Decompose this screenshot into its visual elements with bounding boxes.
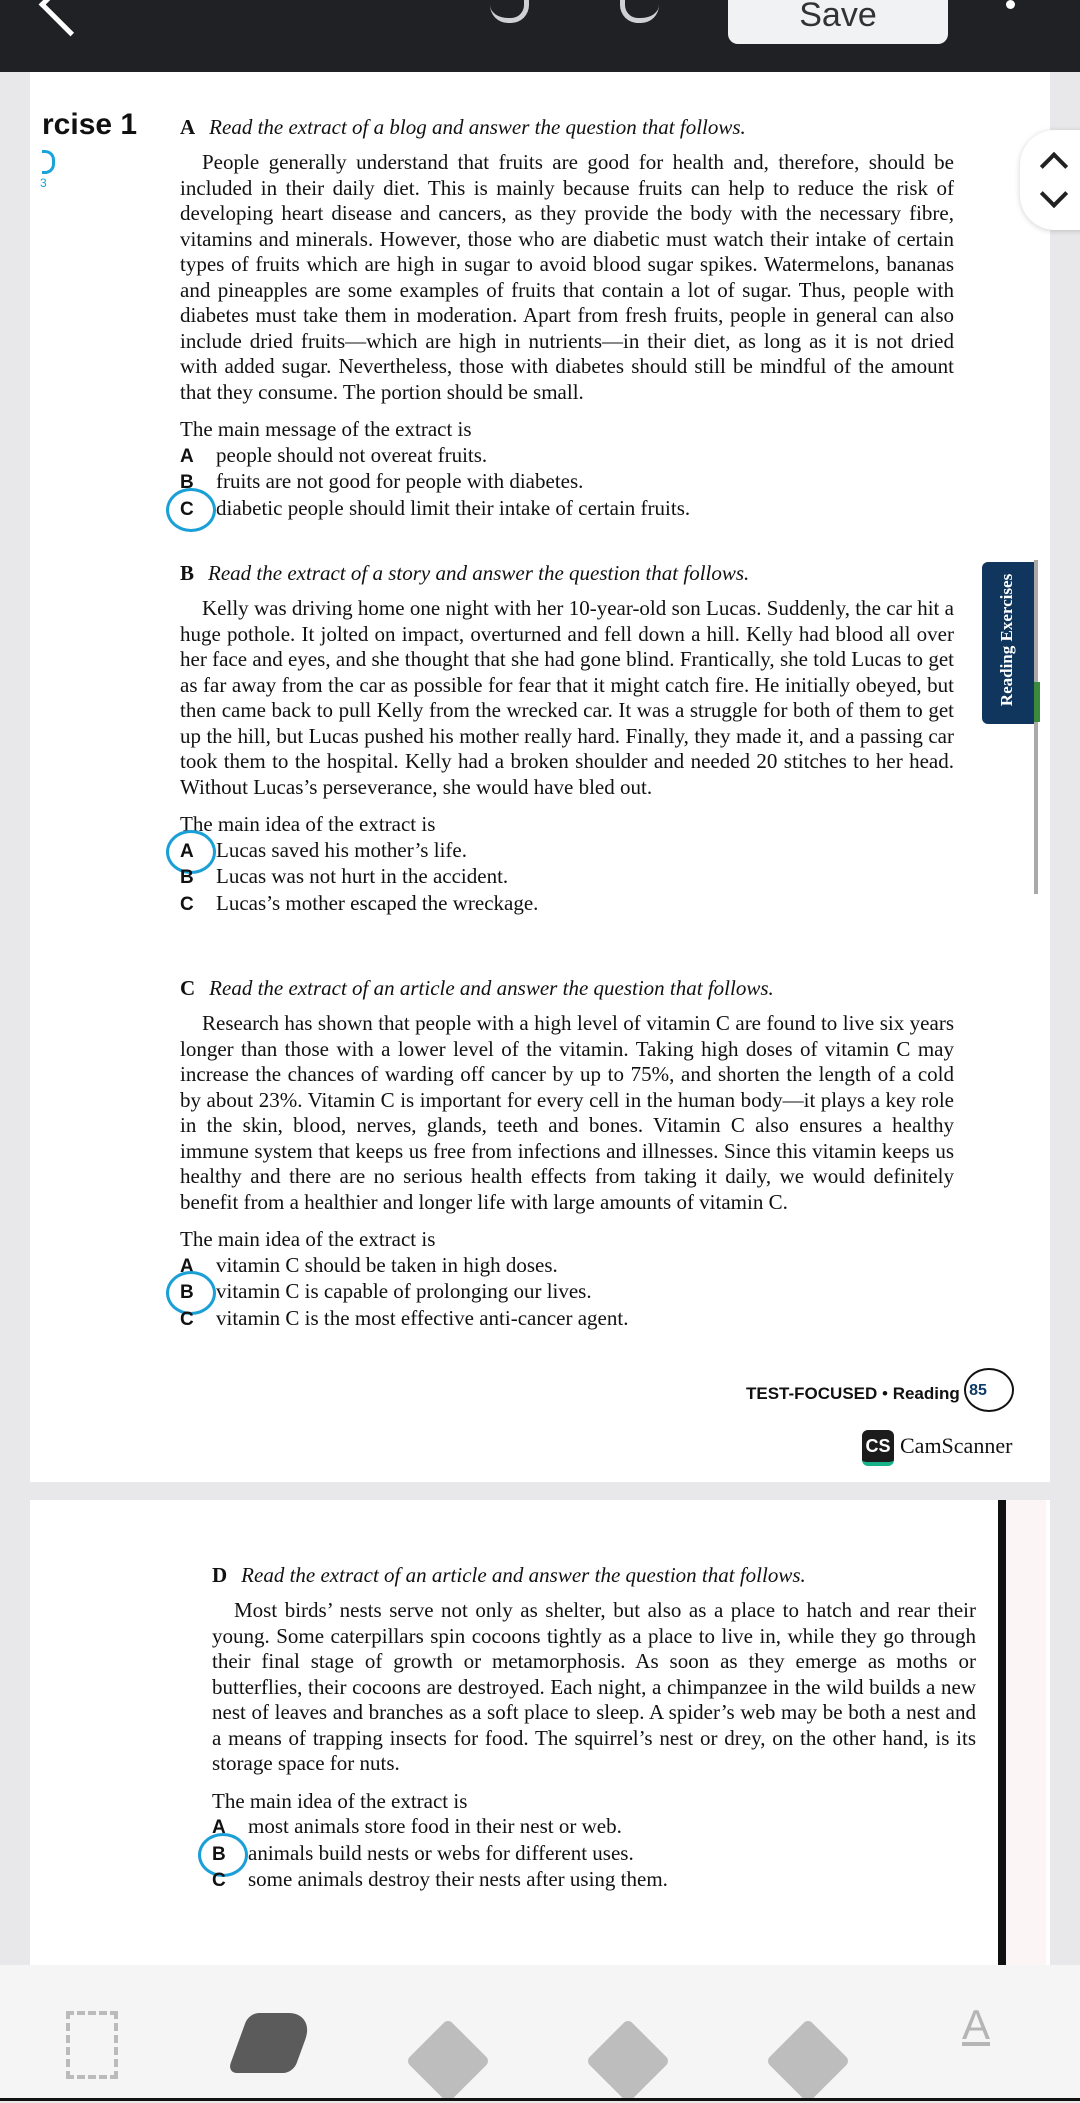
answer-circle-annotation: [166, 488, 216, 532]
extract-paragraph: Most birds’ nests serve not only as shelter, but also as a place to hatch and rear their young. Some caterpillars spin cocoons tightly as a place to live in, while they go through their final stage of growth or metamorphosis. As soon as they emerge as moths or butterflies, their cocoons are destroyed. Each night, a chimpanzee in the wild builds a new nest of leaves and branches as a soft place to sleep. A spider’s web may be both a nest and a means of trapping insects for food. The squirrel’s nest or drey, on the other hand, is its storage space for nuts.: [212, 1598, 976, 1775]
reading-exercises-label: Reading Exercises: [997, 573, 1016, 707]
exercise-title-fragment: rcise 1: [42, 108, 138, 141]
question-stem: The main idea of the extract is: [212, 1788, 468, 1813]
section-heading: D Read the extract of an article and answer the question that follows.: [212, 1563, 806, 1587]
extract-paragraph: Research has shown that people with a high level of vitamin C are found to live six years longer than those with a lower level of the vitamin. Taking high doses of vitamin C may increase the chances of warding off cancer by up to 75%, and shorten the length of a cold by about 23%. Vitamin C is important for every cell in the human body—it plays a key role in the skin, blood, nerves, glands, teeth and bones. Vitamin C also ensures a healthy immune system that keeps us free from infections and illnesses. Since this vitamin keeps us healthy and there are no serious health effects from taking it daily, we would definitely benefit from a healthier and longer life with large amounts of vitamin C.: [180, 1011, 954, 1214]
answer-option: C some animals destroy their nests after using them.: [212, 1867, 668, 1891]
extract-paragraph: People generally understand that fruits are good for health and, therefore, should be included in their daily diet. This is mainly because fruits can help to reduce the risk of developing heart disease and cancers, as they provide the body with the necessary fibre, vitamins and minerals. However, those who are diabetic must watch their intake of certain types of fruits which are high in sugar to avoid blood sugar spikes. Watermelons, bananas and pineapples are some examples of fruits that contain a lot of sugar. Thus, people with diabetes must take them in moderation. Apart from fresh fruits, people in general can also include dried fruits—which are high in nutrients—in their diet, as long as it is not dried with added sugar. Nevertheless, those with diabetes should still be mindful of the amount that they consume. The portion should be small.: [180, 150, 954, 404]
section-d: [212, 1562, 976, 1894]
answer-option-selected: A Lucas saved his mother’s life.: [180, 838, 954, 865]
question-stem: The main message of the extract is: [180, 417, 472, 441]
section-c: [180, 975, 954, 1332]
answer-option: A people should not overeat fruits.: [180, 442, 488, 467]
question-stem: The main idea of the extract is: [180, 812, 436, 836]
page-footer: TEST-FOCUSED • Reading: [746, 1384, 960, 1403]
answer-option: C vitamin C is the most effective anti-cancer agent.: [180, 1305, 629, 1330]
reading-exercises-tab: [982, 562, 1034, 724]
eraser-icon[interactable]: [227, 2013, 315, 2073]
camscanner-logo: CS: [862, 1430, 894, 1466]
section-heading: A Read the extract of a blog and answer the question that follows.: [180, 115, 746, 139]
section-heading: C Read the extract of an article and answer the question that follows.: [180, 976, 774, 1000]
back-arrow-icon[interactable]: [39, 0, 103, 36]
top-app-bar: [0, 0, 1080, 72]
tab-accent: [1034, 682, 1040, 722]
chevron-up-icon[interactable]: [1040, 152, 1068, 180]
pencil-icon[interactable]: [766, 2019, 851, 2103]
camscanner-watermark: CS CamScanner: [862, 1430, 1012, 1466]
section-heading: B Read the extract of a story and answer the question that follows.: [180, 561, 750, 585]
save-button[interactable]: Save: [728, 0, 948, 44]
highlighter-icon[interactable]: [406, 2019, 491, 2103]
redo-icon[interactable]: [620, 0, 659, 23]
section-b: [180, 560, 954, 917]
extract-paragraph: Kelly was driving home one night with her 10-year-old son Lucas. Suddenly, the car hit a huge pothole. It jolted on impact, overturned and fell down a hill. Kelly had blood all over her face and eyes, and she thought that she had gone blind. Frantically, she told Lucas to get as far away from the car as possible for fear that it might catch fire. He initially obeyed, but then came back to pull Kelly from the wrecked car. It was a struggle for both of them to get up the hill, but Lucas pushed his mother really hard. Finally, they made it, and a passing car took them to the hospital. Kelly had a broken shoulder and needed 20 stitches to her head. Without Lucas’s perseverance, she would have bled out.: [180, 596, 954, 799]
annotation-number: 3: [40, 176, 47, 190]
page-edge: [998, 1500, 1006, 1965]
page-number: 85: [969, 1382, 987, 1399]
answer-option: A most animals store food in their nest or web.: [212, 1814, 622, 1838]
undo-icon[interactable]: [490, 0, 529, 23]
answer-option: A vitamin C should be taken in high doses.: [180, 1252, 558, 1277]
document-page-2: [30, 1500, 1050, 1965]
more-options-icon[interactable]: [1006, 0, 1016, 14]
answer-option-selected: C diabetic people should limit their intake of certain fruits.: [180, 496, 954, 523]
page-navigation-control[interactable]: [1020, 130, 1080, 230]
answer-option: B Lucas was not hurt in the accident.: [180, 864, 509, 888]
page-margin: [1006, 1500, 1046, 1965]
annotation-toolbar: [0, 1965, 1080, 2101]
pen-icon[interactable]: [586, 2019, 671, 2103]
chevron-down-icon[interactable]: [1040, 180, 1068, 208]
answer-option: B fruits are not good for people with diabetes.: [180, 469, 584, 493]
select-region-icon[interactable]: [66, 2011, 118, 2079]
text-tool-icon[interactable]: A: [962, 2001, 991, 2048]
answer-option-selected: B animals build nests or webs for different uses.: [212, 1841, 976, 1868]
question-stem: The main idea of the extract is: [180, 1227, 436, 1251]
page-edge: [1034, 560, 1038, 894]
answer-option: C Lucas’s mother escaped the wreckage.: [180, 890, 539, 915]
answer-option-selected: B vitamin C is capable of prolonging our lives.: [180, 1279, 954, 1306]
section-a: [180, 114, 954, 522]
